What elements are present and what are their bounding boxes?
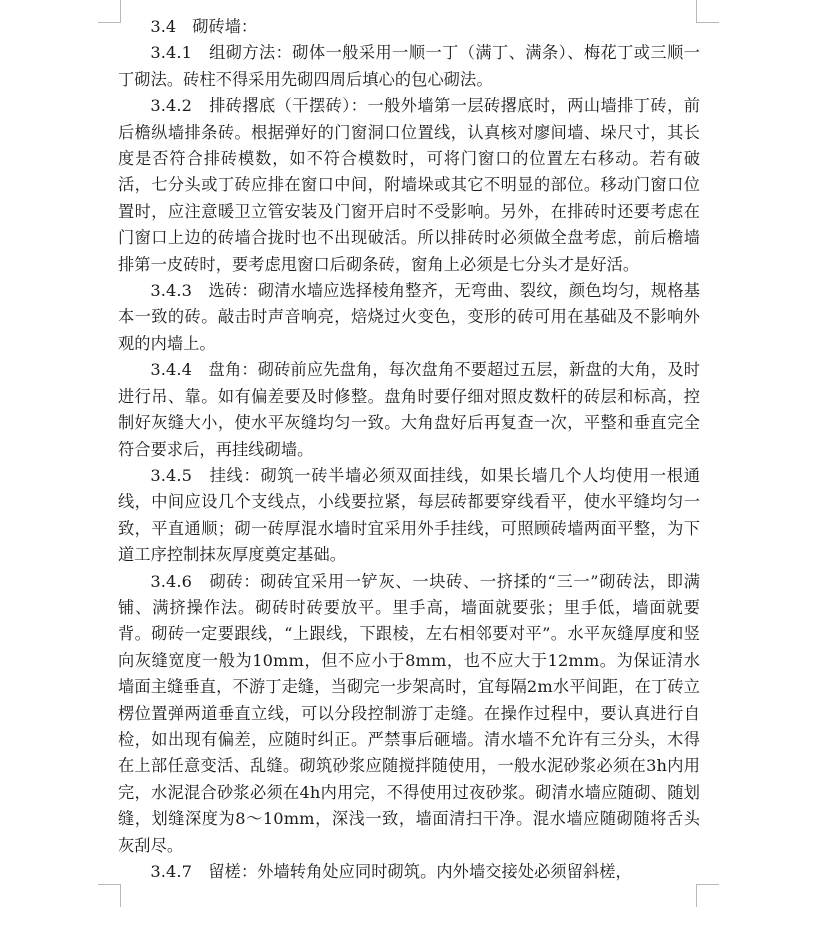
paragraph-3-4-6: 3.4.6 砌砖：砌砖宜采用一铲灰、一块砖、一挤揉的“三一”砌砖法，即满铺、满挤操作法。砌砖时砖要放平。里手高，墙面就要张；里手低，墙面就要背。砌砖一定要跟线，“上跟线，下跟棱，左右相邻要对平”。水平灰缝厚度和竖向灰缝宽度一般为10mm，但不应小于8mm，也不应大于12mm。为保证清水墙面主缝垂直，不游丁走缝，当砌完一步架高时，宜每隔2m水平间距，在丁砖立楞位置弹两道垂直立线，可以分段控制游丁走缝。在操作过程中，要认真进行自检，如出现有偏差，应随时纠正。严禁事后砸墙。清水墙不允许有三分头，木得在上部任意变活、乱缝。砌筑砂浆应随搅拌随使用，一般水泥砂浆必须在3h内用完，水泥混合砂浆必须在4h内用完，不得使用过夜砂浆。砌清水墙应随砌、随划缝，划缝深度为8～10mm，深浅一致，墙面清扫干净。混水墙应随砌随将舌头灰刮尽。 xyxy=(118,571,700,855)
page-corner-mark-bottom-right xyxy=(696,884,719,907)
paragraph-3-4-4: 3.4.4 盘角：砌砖前应先盘角，每次盘角不要超过五层，新盘的大角，及时进行吊、靠。如有偏差要及时修整。盘角时要仔细对照皮数杆的砖层和标高，控制好灰缝大小，使水平灰缝均匀一致。大角盘好后再复查一次，平整和垂直完全符合要求后，再挂线砌墙。 xyxy=(118,360,700,459)
section-heading: 3.4 砌砖墙： xyxy=(150,17,258,36)
paragraph-3-4-3: 3.4.3 选砖：砌清水墙应选择棱角整齐，无弯曲、裂纹，颜色均匀，规格基本一致的砖。敲击时声音响亮，焙烧过火变色，变形的砖可用在基础及不影响外观的内墙上。 xyxy=(118,281,700,353)
document-body xyxy=(118,14,700,885)
paragraph-3-4-1: 3.4.1 组砌方法：砌体一般采用一顺一丁（满丁、满条）、梅花丁或三顺一丁砌法。砖柱不得采用先砌四周后填心的包心砌法。 xyxy=(118,43,700,89)
paragraph-3-4-2: 3.4.2 排砖撂底（干摆砖）：一般外墙第一层砖撂底时，两山墙排丁砖，前后檐纵墙排条砖。根据弹好的门窗洞口位置线，认真核对廖间墙、垛尺寸，其长度是否符合排砖模数，如不符合模数时，可将门窗口的位置左右移动。若有破活，七分头或丁砖应排在窗口中间，附墙垛或其它不明显的部位。移动门窗口位置时，应注意暖卫立管安装及门窗开启时不受影响。另外，在排砖时还要考虑在门窗口上边的砖墙合拢时也不出现破活。所以排砖时必须做全盘考虑，前后檐墙排第一皮砖时，要考虑甩窗口后砌条砖，窗角上必须是七分头才是好活。 xyxy=(118,96,700,274)
page-corner-mark-bottom-left xyxy=(98,884,121,907)
paragraph-3-4-5: 3.4.5 挂线：砌筑一砖半墙必须双面挂线，如果长墙几个人均使用一根通线，中间应设几个支线点，小线要拉紧，每层砖都要穿线看平，使水平缝均匀一致，平直通顺；砌一砖厚混水墙时宜采用外手挂线，可照顾砖墙两面平整，为下道工序控制抹灰厚度奠定基础。 xyxy=(118,465,700,565)
paragraph-3-4-7: 3.4.7 留槎：外墙转角处应同时砌筑。内外墙交接处必须留斜槎， xyxy=(150,862,632,881)
